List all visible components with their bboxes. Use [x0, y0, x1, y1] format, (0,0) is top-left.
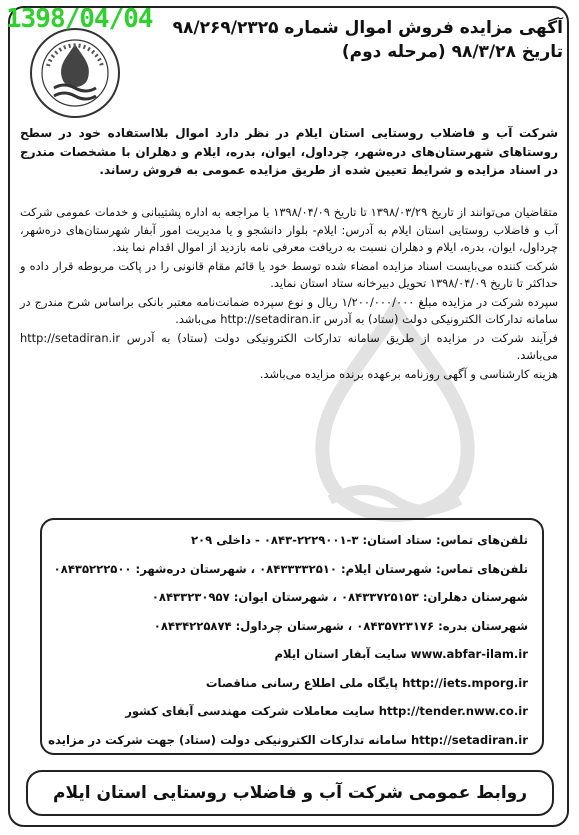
paragraph-visit: متقاضیان می‌توانند از تاریخ ۱۳۹۸/۰۳/۲۹ تا تاریخ ۱۳۹۸/۰۴/۰۹ با مراجعه به اداره پشتیبانی و خدمات عمومی شرکت آب و فاضلاب روستایی استان ایلام به آدرس: ایلام- بلوار دانشجو و یا مدیریت امور آبفار شهرستان‌های دره‌شهر، چرداول، ایوان، بدره، ایلام و دهلران نسبت به دریافت معرفی نامه بازدید از اموال اقدام نما یند.	[20, 205, 558, 254]
date-stamp: 1398/04/04	[6, 4, 153, 34]
company-logo-icon	[28, 26, 122, 120]
contact-dehloran-eyvan: شهرستان دهلران: ۰۸۴۳۳۷۲۵۱۵۳ ، شهرستان ایوان: ۰۸۴۳۳۲۳۰۹۵۷	[151, 590, 528, 604]
footer-box	[26, 770, 554, 816]
contact-hq-phone: تلفن‌های تماس: ستاد استان: ۳-۲۲۲۹۰۰۱-۰۸۴۳ - داخلی ۲۰۹	[190, 533, 528, 547]
title-line-1: آگهی مزایده فروش اموال شماره ۹۸/۲۶۹/۲۳۲۵	[172, 18, 563, 38]
website-iets-link[interactable]: http://iets.mporg.ir پایگاه ملی اطلاع رسانی مناقصات	[205, 675, 528, 690]
footer-public-relations: روابط عمومی شرکت آب و فاضلاب روستایی استان ایلام	[52, 783, 528, 803]
paragraph-submission: شرکت کننده می‌بایست اسناد مزایده امضاء شده توسط خود یا قائم مقام قانونی را در پاکت مربوطه قرار داده و حداکثر تا تاریخ ۱۳۹۸/۰۴/۰۹ تحویل دبیرخانه ستاد استان نماید.	[20, 258, 558, 290]
title-line-2: تاریخ ۹۸/۳/۲۸ (مرحله دوم)	[341, 42, 563, 62]
paragraph-intro: شرکت آب و فاضلاب روستایی استان ایلام در نظر دارد اموال بلااستفاده خود در سطح روستاهای شهرستان‌های دره‌شهر، چرداول، ایوان، بدره، ایلام و دهلران با مشخصات مندرج در اسناد مزایده و شرایط تعیین شده از طریق مزایده عمومی به فروش رساند.	[20, 126, 558, 177]
website-setad-link[interactable]: http://setadiran.ir سامانه تدارکات الکترونیکی دولت (ستاد) جهت شرکت در مزایده	[48, 732, 528, 747]
website-abfar-link[interactable]: www.abfar-ilam.ir سایت آبفار استان ایلام	[274, 647, 528, 661]
contact-badreh-chardavol: شهرستان بدره: ۰۸۴۳۵۷۲۳۱۷۶ ، شهرستان چرداول: ۰۸۴۳۴۲۲۵۸۷۴	[153, 618, 528, 633]
paragraph-deposit: سپرده شرکت در مزایده مبلغ ۱/۲۰۰/۰۰۰/۰۰۰ ریال و نوع سپرده ضمانت‌نامه معتبر بانکی براساس شرح مندرج در سامانه تدارکات الکترونیکی دولت (ستاد) به آدرس http://setadiran.ir می‌باشد.	[20, 294, 558, 326]
notice-title	[143, 16, 563, 64]
website-tender-link[interactable]: http://tender.nww.co.ir سایت معاملات شرکت مهندسی آبفای کشور	[125, 704, 528, 718]
contact-ilam-darreh: تلفن‌های تماس: شهرستان ایلام: ۰۸۴۳۳۳۳۲۵۱۰ ، شهرستان دره‌شهر: ۰۸۴۳۵۲۲۲۵۰۰	[53, 561, 528, 576]
contact-box	[40, 518, 544, 755]
notice-body	[20, 124, 558, 181]
paragraph-costs: هزینه کارشناسی و آگهی روزنامه برعهده برنده مزایده می‌باشد.	[259, 366, 558, 381]
notice-conditions	[20, 204, 558, 384]
paragraph-process: فرآیند شرکت در مزایده از طریق سامانه تدارکات الکترونیکی دولت (ستاد) به آدرس http://setadiran.ir می‌باشد.	[20, 330, 558, 362]
